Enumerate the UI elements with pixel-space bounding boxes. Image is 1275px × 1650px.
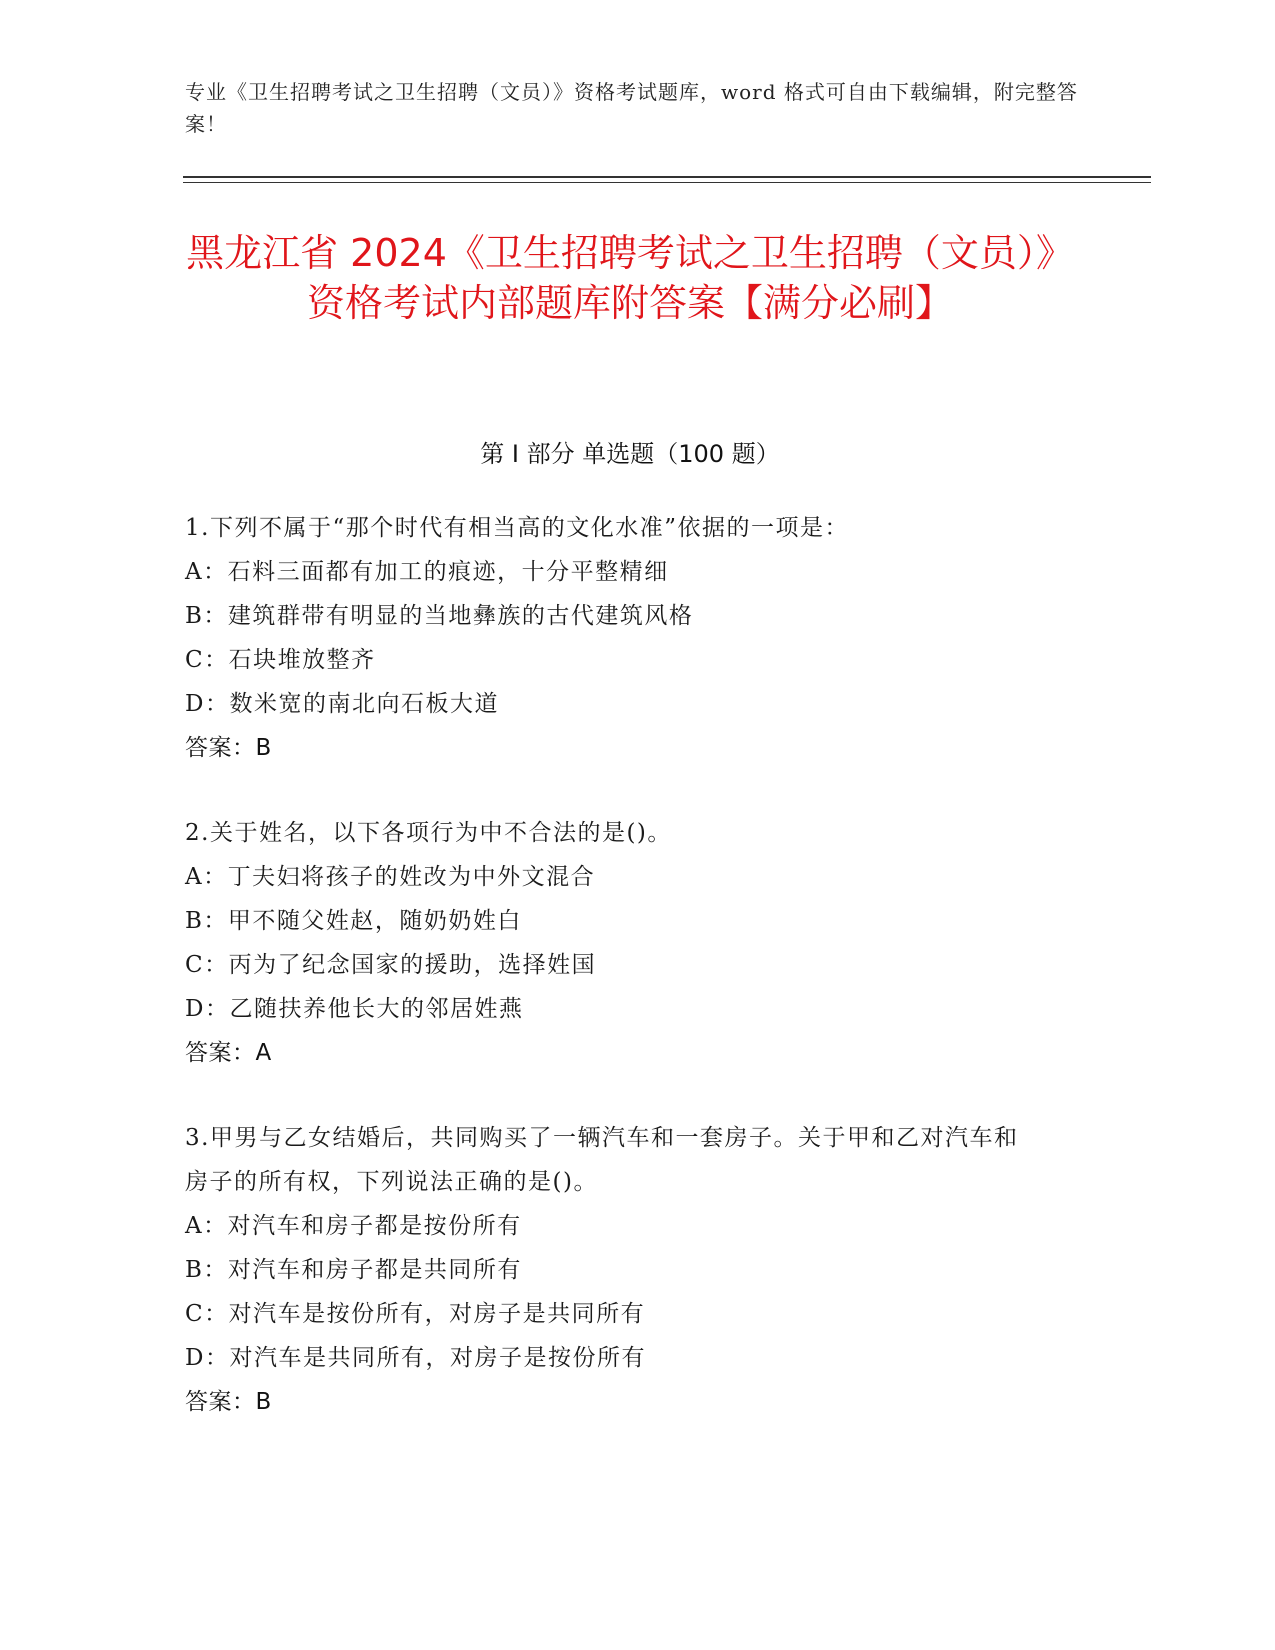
option-a: A：对汽车和房子都是按份所有	[185, 1213, 522, 1239]
option-a: A：丁夫妇将孩子的姓改为中外文混合	[185, 864, 596, 890]
question-stem: 3.甲男与乙女结婚后，共同购买了一辆汽车和一套房子。关于甲和乙对汽车和房子的所有权，下列说法正确的是()。	[185, 1125, 1019, 1195]
option-d: D：乙随扶养他长大的邻居姓燕	[185, 996, 524, 1022]
option-d: D：数米宽的南北向石板大道	[185, 691, 499, 717]
header-note: 专业《卫生招聘考试之卫生招聘（文员）》资格考试题库，word 格式可自由下载编辑，附完整答案！	[185, 80, 1078, 136]
question-1	[185, 506, 1085, 770]
section-heading: 第 I 部分 单选题（100 题）	[480, 440, 780, 468]
document-title: 黑龙江省 2024《卫生招聘考试之卫生招聘（文员）》资格考试内部题库附答案【满分必刷】	[186, 231, 1074, 325]
question-stem: 2.关于姓名，以下各项行为中不合法的是()。	[185, 820, 672, 846]
answer-line: 答案：B	[185, 735, 272, 761]
header-divider-thick	[183, 176, 1151, 178]
option-a: A：石料三面都有加工的痕迹，十分平整精细	[185, 559, 669, 585]
option-d: D：对汽车是共同所有，对房子是按份所有	[185, 1345, 646, 1371]
option-b: B：建筑群带有明显的当地彝族的古代建筑风格	[185, 603, 694, 629]
header-divider-thin	[183, 182, 1151, 183]
option-b: B：甲不随父姓赵，随奶奶姓白	[185, 908, 522, 934]
question-3	[185, 1116, 1035, 1424]
question-2	[185, 811, 1085, 1075]
question-stem: 1.下列不属于“那个时代有相当高的文化水准”依据的一项是：	[185, 515, 849, 541]
answer-line: 答案：B	[185, 1389, 272, 1415]
answer-line: 答案：A	[185, 1040, 272, 1066]
option-c: C：丙为了纪念国家的援助，选择姓国	[185, 952, 597, 978]
option-b: B：对汽车和房子都是共同所有	[185, 1257, 522, 1283]
option-c: C：石块堆放整齐	[185, 647, 376, 673]
option-c: C：对汽车是按份所有，对房子是共同所有	[185, 1301, 646, 1327]
